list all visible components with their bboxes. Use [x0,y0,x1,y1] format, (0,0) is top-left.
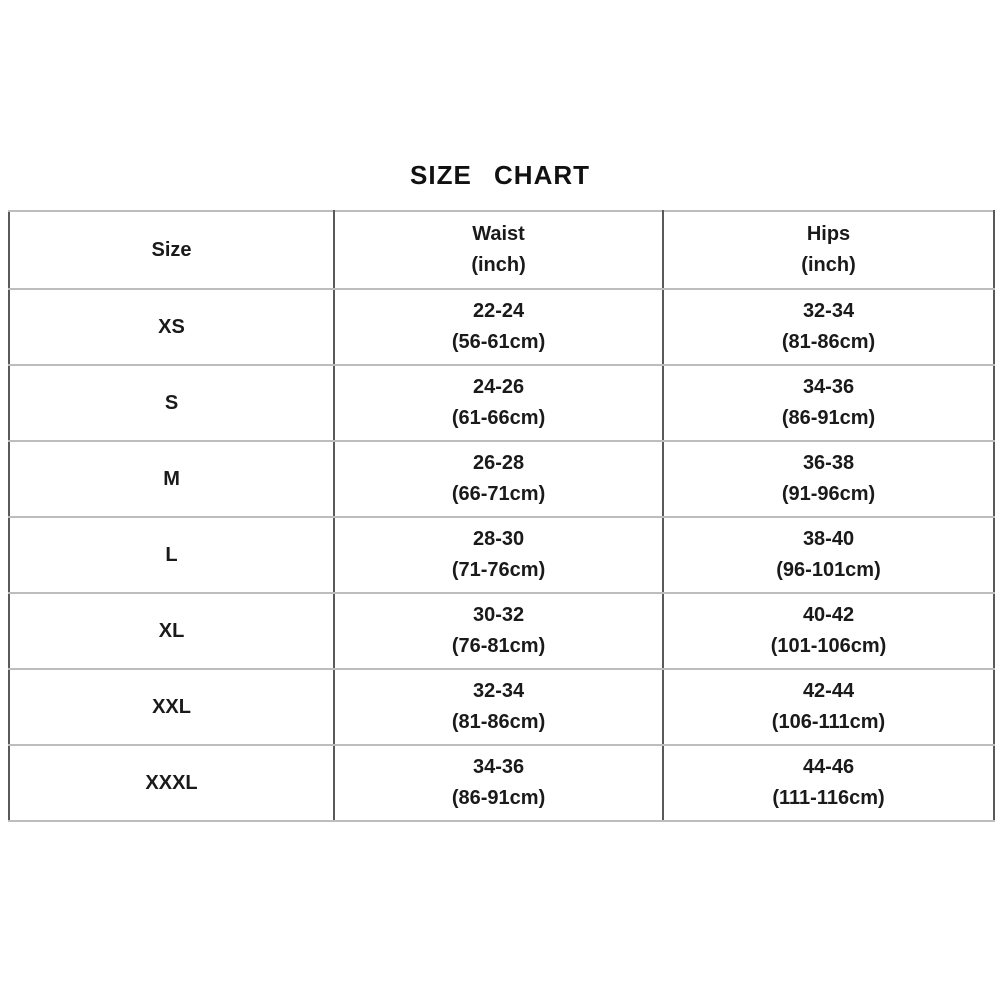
waist-cell [334,517,663,593]
waist-inch-value: 34-36 [472,756,525,778]
waist-cell [334,365,663,441]
waist-cm-value: (56-61cm) [451,331,546,353]
waist-inch-value: 30-32 [472,604,525,626]
size-value: S [164,391,179,414]
table-row-xxxl [9,745,994,821]
hips-column-header [663,211,994,289]
waist-inch-value: 22-24 [472,300,525,322]
waist-cell [334,745,663,821]
size-cell [9,289,334,365]
hips-cell [663,365,994,441]
size-cell [9,365,334,441]
size-cell [9,745,334,821]
size-value: L [165,543,178,566]
hips-inch-value: 34-36 [802,376,855,398]
waist-cm-value: (86-91cm) [451,787,546,809]
hips-cm-value: (81-86cm) [781,331,876,353]
size-column-header [9,211,334,289]
hips-inch-value: 36-38 [802,452,855,474]
hips-cm-value: (91-96cm) [781,483,876,505]
size-value: XL [158,619,185,642]
table-row-xs [9,289,994,365]
hips-cell [663,517,994,593]
hips-header-unit: (inch) [801,254,856,276]
page-title: SIZE CHART [410,160,590,190]
size-header-label: Size [151,238,192,261]
size-value: XXL [152,695,191,718]
waist-header-label: Waist [472,223,525,245]
table-row-xxl [9,669,994,745]
header-row [9,211,994,289]
waist-cm-value: (66-71cm) [451,483,546,505]
table-row-s [9,365,994,441]
hips-cm-value: (111-116cm) [772,787,885,809]
hips-header-label: Hips [806,223,851,245]
hips-cell [663,593,994,669]
waist-inch-value: 24-26 [472,376,525,398]
hips-cell [663,669,994,745]
size-chart-table [8,210,995,822]
waist-inch-value: 26-28 [472,452,525,474]
size-cell [9,441,334,517]
hips-cm-value: (106-111cm) [771,711,886,733]
waist-cm-value: (61-66cm) [451,407,546,429]
hips-cell [663,745,994,821]
waist-cm-value: (71-76cm) [451,559,546,581]
waist-cell [334,441,663,517]
hips-inch-value: 40-42 [802,604,855,626]
table-row-xl [9,593,994,669]
size-cell [9,593,334,669]
hips-inch-value: 32-34 [802,300,855,322]
size-value: XXXL [145,771,198,794]
hips-cm-value: (86-91cm) [781,407,876,429]
hips-inch-value: 38-40 [802,528,855,550]
waist-cell [334,289,663,365]
hips-inch-value: 44-46 [802,756,855,778]
waist-inch-value: 32-34 [472,680,525,702]
waist-cm-value: (76-81cm) [451,635,546,657]
waist-inch-value: 28-30 [472,528,525,550]
waist-cell [334,593,663,669]
table-row-m [9,441,994,517]
hips-cm-value: (101-106cm) [770,635,887,657]
size-cell [9,517,334,593]
waist-column-header [334,211,663,289]
waist-cell [334,669,663,745]
table-row-l [9,517,994,593]
hips-cm-value: (96-101cm) [776,559,881,581]
size-value: XS [158,315,185,338]
hips-inch-value: 42-44 [802,680,855,702]
waist-cm-value: (81-86cm) [451,711,546,733]
hips-cell [663,289,994,365]
waist-header-unit: (inch) [471,254,526,276]
size-value: M [163,467,180,490]
size-cell [9,669,334,745]
hips-cell [663,441,994,517]
